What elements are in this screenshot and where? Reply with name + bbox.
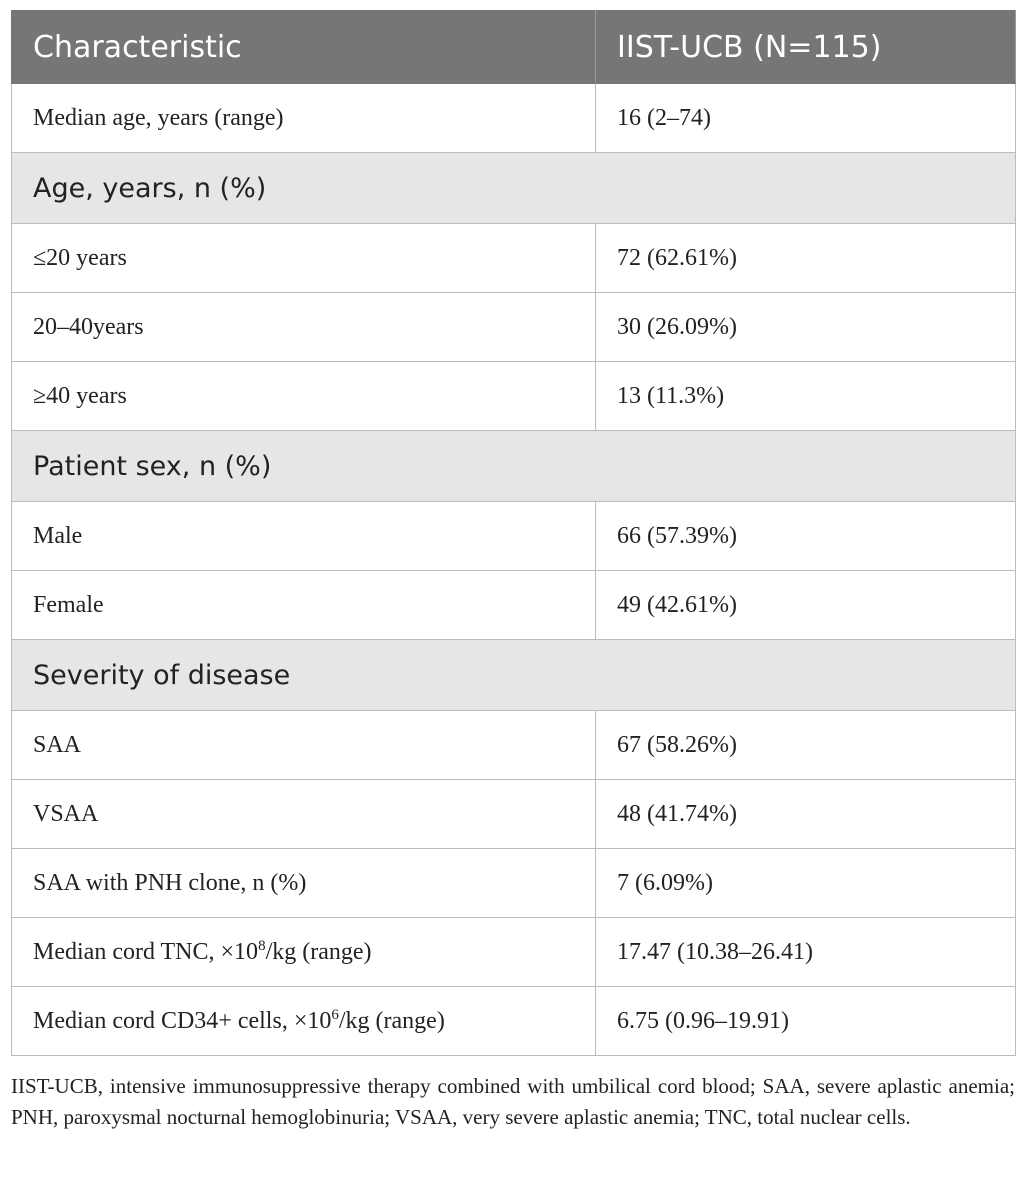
exponent: 8 <box>258 937 266 954</box>
row-value: 48 (41.74%) <box>596 780 1016 849</box>
table-header-row <box>12 11 1016 84</box>
label-text: Median cord TNC, ×10 <box>33 938 259 965</box>
row-value: 72 (62.61%) <box>596 224 1016 293</box>
table-row <box>12 502 1016 571</box>
characteristics-table-container <box>11 10 1015 1056</box>
row-label: 20–40years <box>12 293 596 362</box>
row-label: Median age, years (range) <box>12 84 596 153</box>
row-label: Male <box>12 502 596 571</box>
label-text: /kg (range) <box>265 938 372 965</box>
row-label: SAA with PNH clone, n (%) <box>12 849 596 918</box>
exponent: 6 <box>331 1006 339 1023</box>
header-characteristic: Characteristic <box>12 11 596 84</box>
section-row-age <box>12 153 1016 224</box>
section-row-sex <box>12 431 1016 502</box>
row-label: Female <box>12 571 596 640</box>
table-row <box>12 293 1016 362</box>
table-row <box>12 711 1016 780</box>
row-value: 17.47 (10.38–26.41) <box>596 918 1016 987</box>
row-value: 13 (11.3%) <box>596 362 1016 431</box>
row-label: ≤20 years <box>12 224 596 293</box>
section-title: Patient sex, n (%) <box>12 431 1016 502</box>
section-title: Age, years, n (%) <box>12 153 1016 224</box>
characteristics-table <box>11 10 1016 1056</box>
row-label: SAA <box>12 711 596 780</box>
section-row-severity <box>12 640 1016 711</box>
header-cohort: IIST-UCB (N=115) <box>596 11 1016 84</box>
table-row <box>12 987 1016 1056</box>
table-row <box>12 571 1016 640</box>
row-value: 67 (58.26%) <box>596 711 1016 780</box>
row-value: 16 (2–74) <box>596 84 1016 153</box>
row-value: 6.75 (0.96–19.91) <box>596 987 1016 1056</box>
table-footnote: IIST-UCB, intensive immunosuppressive therapy combined with umbilical cord blood; SAA, severe aplastic anemia; PNH, paroxysmal nocturnal hemoglobinuria; VSAA, very severe aplastic anemia; TNC, total nuclear cells. <box>11 1074 1015 1129</box>
row-label <box>12 918 596 987</box>
row-value: 7 (6.09%) <box>596 849 1016 918</box>
row-label: VSAA <box>12 780 596 849</box>
row-label: ≥40 years <box>12 362 596 431</box>
row-value: 66 (57.39%) <box>596 502 1016 571</box>
section-title: Severity of disease <box>12 640 1016 711</box>
table-row <box>12 84 1016 153</box>
label-text: /kg (range) <box>338 1007 445 1034</box>
row-value: 30 (26.09%) <box>596 293 1016 362</box>
row-label <box>12 987 596 1056</box>
table-row <box>12 849 1016 918</box>
table-row <box>12 780 1016 849</box>
label-text: Median cord CD34+ cells, ×10 <box>33 1007 332 1034</box>
table-row <box>12 362 1016 431</box>
table-row <box>12 918 1016 987</box>
row-value: 49 (42.61%) <box>596 571 1016 640</box>
table-row <box>12 224 1016 293</box>
